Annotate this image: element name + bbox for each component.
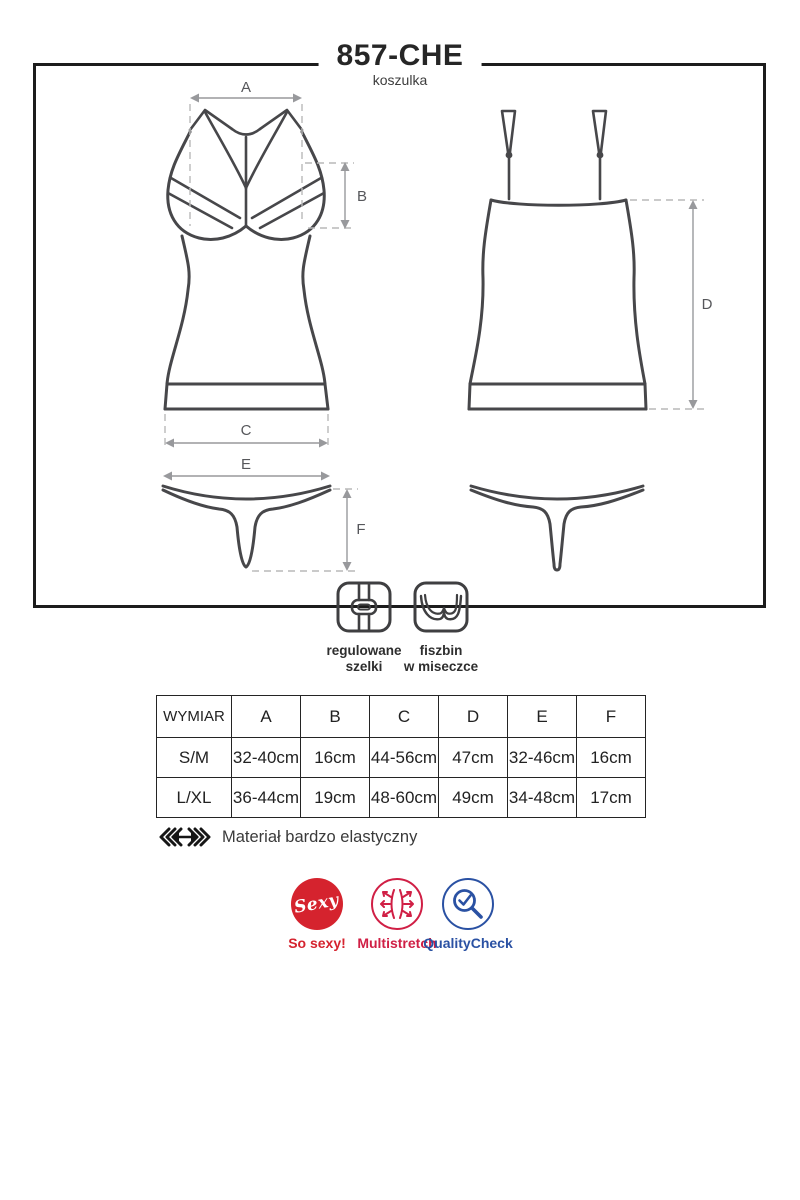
table-row <box>157 778 646 818</box>
svg-text:D: D <box>701 296 713 313</box>
table-header-cell: B <box>301 696 370 738</box>
size-table-header-row <box>157 696 646 738</box>
sexy-badge-icon: Sexy <box>291 878 343 930</box>
badge-label: Multistretch <box>357 935 437 951</box>
badge-label: So sexy! <box>288 935 346 951</box>
value-cell: 17cm <box>577 778 646 818</box>
thong-back-drawing <box>471 486 643 570</box>
size-cell: S/M <box>157 738 232 778</box>
size-cell: L/XL <box>157 778 232 818</box>
measure-B <box>305 162 367 229</box>
material-note-text: Materiał bardzo elastyczny <box>222 827 418 846</box>
underwire-cup-icon <box>413 581 469 633</box>
adjustable-straps-icon <box>336 581 392 633</box>
table-header-cell: C <box>370 696 439 738</box>
measure-C <box>165 414 328 450</box>
material-note <box>158 827 417 847</box>
value-cell: 32-40cm <box>232 738 301 778</box>
measurement-diagram-frame <box>33 63 766 608</box>
svg-text:E: E <box>240 456 252 473</box>
table-header-cell: E <box>508 696 577 738</box>
value-cell: 44-56cm <box>370 738 439 778</box>
feature-label: fiszbin w miseczce <box>403 643 479 674</box>
multistretch-arrows-icon <box>377 884 417 924</box>
size-table <box>156 695 646 818</box>
feature-underwire-cup <box>386 581 496 675</box>
measure-E <box>163 456 330 481</box>
value-cell: 47cm <box>439 738 508 778</box>
badge-label: QualityCheck <box>423 935 513 951</box>
product-type: koszulka <box>372 72 428 88</box>
svg-text:F: F <box>356 521 366 538</box>
value-cell: 19cm <box>301 778 370 818</box>
chemise-back-drawing <box>469 111 646 409</box>
value-cell: 16cm <box>577 738 646 778</box>
qualitycheck-badge-icon <box>442 878 494 930</box>
garment-measurement-drawing <box>36 66 763 605</box>
table-header-cell: F <box>577 696 646 738</box>
value-cell: 32-46cm <box>508 738 577 778</box>
stretch-arrows-icon <box>158 827 212 847</box>
value-cell: 34-48cm <box>508 778 577 818</box>
table-header-cell: WYMIAR <box>157 696 232 738</box>
product-code: 857-CHE <box>336 39 464 72</box>
value-cell: 36-44cm <box>232 778 301 818</box>
value-cell: 49cm <box>439 778 508 818</box>
magnifier-check-icon <box>448 884 488 924</box>
feature-label: regulowane szelki <box>326 643 402 674</box>
badge-qualitycheck <box>420 878 516 951</box>
multistretch-badge-icon <box>371 878 423 930</box>
thong-front-drawing <box>163 486 330 567</box>
product-title-block <box>319 40 482 89</box>
measure-F <box>252 489 366 571</box>
table-row <box>157 738 646 778</box>
table-header-cell: A <box>232 696 301 738</box>
svg-text:C: C <box>240 422 252 439</box>
svg-text:A: A <box>240 79 252 96</box>
svg-text:B: B <box>356 188 368 205</box>
value-cell: 16cm <box>301 738 370 778</box>
table-header-cell: D <box>439 696 508 738</box>
value-cell: 48-60cm <box>370 778 439 818</box>
